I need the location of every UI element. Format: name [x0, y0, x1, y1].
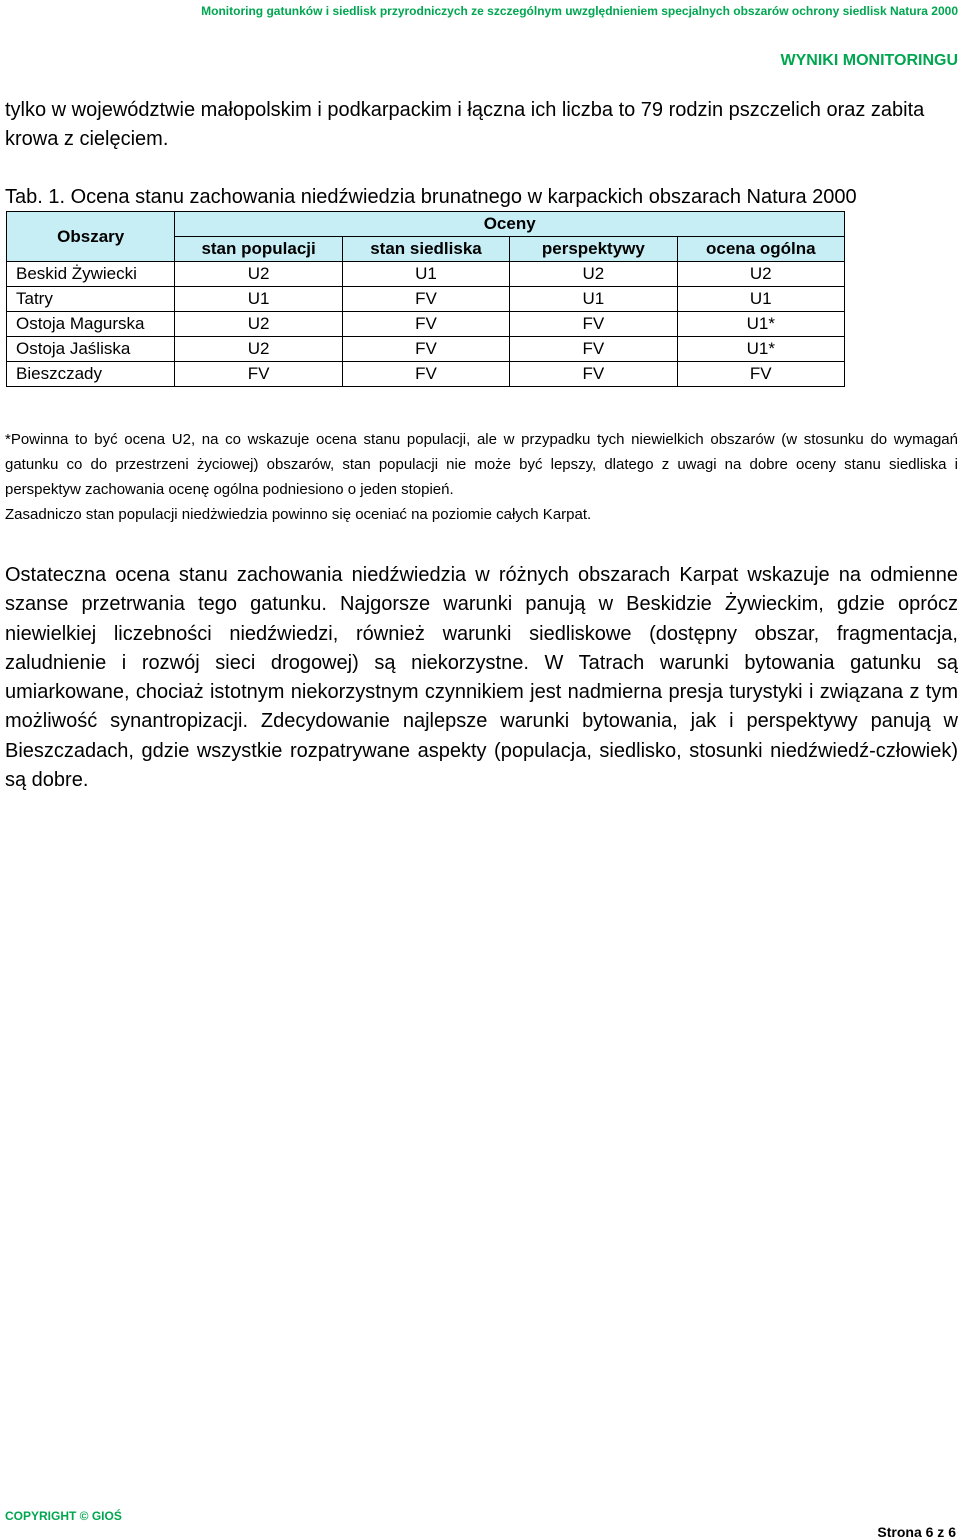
area-name: Ostoja Magurska [7, 312, 175, 337]
rating-cell: U1 [510, 287, 677, 312]
rating-cell: U2 [175, 337, 342, 362]
rating-cell: U2 [175, 262, 342, 287]
footer-copyright: COPYRIGHT © GIOŚ [5, 1509, 122, 1523]
table-footnote [5, 427, 958, 527]
column-header: perspektywy [510, 237, 677, 262]
rating-cell: FV [510, 362, 677, 387]
area-name: Beskid Żywiecki [7, 262, 175, 287]
rating-cell: U1 [342, 262, 509, 287]
section-heading: WYNIKI MONITORINGU [780, 52, 958, 69]
intro-paragraph: tylko w województwie małopolskim i podkarpackim i łączna ich liczba to 79 rodzin pszczelich oraz zabita krowa z cielęciem. [5, 99, 925, 150]
assessment-table [6, 211, 845, 387]
table-row [7, 262, 845, 287]
rating-cell: FV [342, 287, 509, 312]
rating-cell: FV [510, 337, 677, 362]
rating-cell: U2 [677, 262, 844, 287]
table-row [7, 337, 845, 362]
table-row [7, 362, 845, 387]
table-row [7, 287, 845, 312]
rating-cell: U2 [510, 262, 677, 287]
rating-cell: U1 [175, 287, 342, 312]
ratings-group-header: Oceny [175, 212, 845, 237]
document-header-title: Monitoring gatunków i siedlisk przyrodniczych ze szczególnym uwzględnieniem specjalnych obszarów ochrony siedlisk Natura 2000 [201, 4, 958, 18]
rating-cell: U1* [677, 312, 844, 337]
area-name: Bieszczady [7, 362, 175, 387]
area-name: Tatry [7, 287, 175, 312]
table-row [7, 312, 845, 337]
rating-cell: FV [342, 312, 509, 337]
footnote-main: *Powinna to być ocena U2, na co wskazuje ocena stanu populacji, ale w przypadku tych niewielkich obszarów (w stosunku do wymagań gatunku co do przestrzeni życiowej) obszarów, stan populacji nie może być lepszy, dlatego z uwagi na dobre oceny stanu siedliska i perspektyw zachowania ocenę ogólna podniesiono o jeden stopień. [5, 431, 958, 498]
rating-cell: U2 [175, 312, 342, 337]
footnote-last-line: Zasadniczo stan populacji niedżwiedzia powinno się oceniać na poziomie całych Karpat. [5, 506, 592, 523]
rating-cell: FV [342, 337, 509, 362]
table-header-row [7, 212, 845, 237]
area-name: Ostoja Jaśliska [7, 337, 175, 362]
page-number: Strona 6 z 6 [877, 1524, 956, 1540]
column-header: stan populacji [175, 237, 342, 262]
table-caption: Tab. 1. Ocena stanu zachowania niedźwiedzia brunatnego w karpackich obszarach Natura 2000 [5, 186, 857, 208]
rating-cell: U1* [677, 337, 844, 362]
rating-cell: FV [677, 362, 844, 387]
column-header: ocena ogólna [677, 237, 844, 262]
body-paragraph: Ostateczna ocena stanu zachowania niedźwiedzia w różnych obszarach Karpat wskazuje na odmienne szanse przetrwania tego gatunku. Najgorsze warunki panują w Beskidzie Żywieckim, gdzie oprócz niewielkiej liczebności niedźwiedzi, również warunki siedliskowe (dostępny obszar, fragmentacja, zaludnienie i rozwój sieci drogowej) są niekorzystne. W Tatrach warunki bytowania gatunku są umiarkowane, chociaż istotnym niekorzystnym czynnikiem jest nadmierna presja turystyki i związana z tym możliwość synantropizacji. Zdecydowanie najlepsze warunki bytowania, jak i perspektywy panują w Bieszczadach, gdzie wszystkie rozpatrywane aspekty (populacja, siedlisko, stosunki niedźwiedź-człowiek) są dobre. [5, 564, 958, 792]
rating-cell: U1 [677, 287, 844, 312]
area-column-header: Obszary [7, 212, 175, 262]
rating-cell: FV [342, 362, 509, 387]
rating-cell: FV [175, 362, 342, 387]
rating-cell: FV [510, 312, 677, 337]
column-header: stan siedliska [342, 237, 509, 262]
